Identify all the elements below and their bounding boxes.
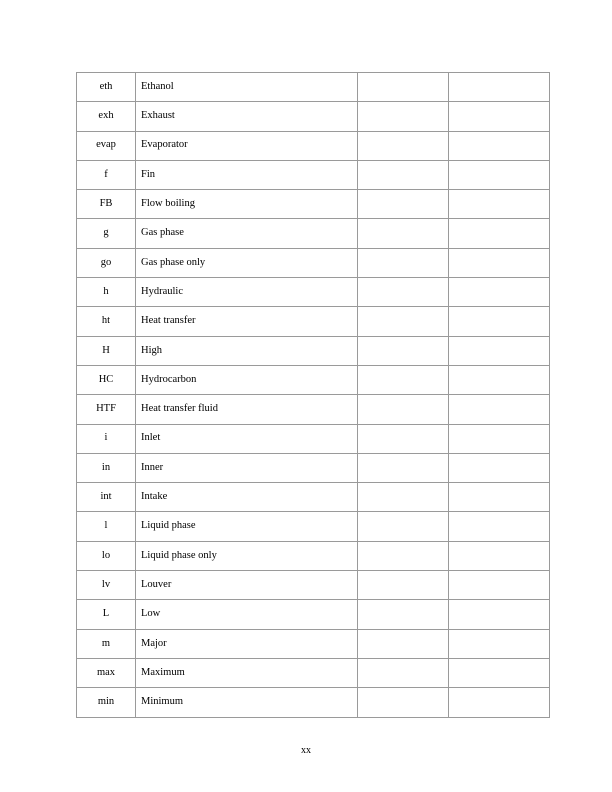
table-row xyxy=(77,453,550,482)
empty-cell xyxy=(358,190,449,219)
empty-cell xyxy=(358,658,449,687)
empty-cell xyxy=(358,424,449,453)
empty-cell xyxy=(449,688,550,717)
subscript-symbol-cell: evap xyxy=(77,131,136,160)
empty-cell xyxy=(358,278,449,307)
subscript-description-cell: Evaporator xyxy=(136,131,358,160)
empty-cell xyxy=(449,658,550,687)
table-row xyxy=(77,278,550,307)
subscript-description-cell: Major xyxy=(136,629,358,658)
empty-cell xyxy=(358,160,449,189)
subscript-symbol-cell: H xyxy=(77,336,136,365)
empty-cell xyxy=(449,248,550,277)
table-row xyxy=(77,102,550,131)
empty-cell xyxy=(358,512,449,541)
empty-cell xyxy=(358,307,449,336)
table-row xyxy=(77,512,550,541)
nomenclature-table-body xyxy=(77,73,550,718)
subscript-description-cell: Intake xyxy=(136,483,358,512)
empty-cell xyxy=(449,190,550,219)
subscript-description-cell: Heat transfer fluid xyxy=(136,395,358,424)
empty-cell xyxy=(358,600,449,629)
empty-cell xyxy=(449,541,550,570)
subscript-description-cell: Flow boiling xyxy=(136,190,358,219)
subscript-description-cell: Fin xyxy=(136,160,358,189)
subscript-description-cell: Minimum xyxy=(136,688,358,717)
table-row xyxy=(77,219,550,248)
subscript-symbol-cell: h xyxy=(77,278,136,307)
subscript-description-cell: Hydrocarbon xyxy=(136,365,358,394)
empty-cell xyxy=(358,73,449,102)
subscript-symbol-cell: lv xyxy=(77,571,136,600)
subscript-symbol-cell: int xyxy=(77,483,136,512)
table-row xyxy=(77,483,550,512)
empty-cell xyxy=(358,629,449,658)
empty-cell xyxy=(449,600,550,629)
empty-cell xyxy=(358,395,449,424)
table-row xyxy=(77,629,550,658)
subscript-description-cell: Gas phase xyxy=(136,219,358,248)
empty-cell xyxy=(449,160,550,189)
table-row xyxy=(77,541,550,570)
subscript-symbol-cell: HTF xyxy=(77,395,136,424)
table-row xyxy=(77,395,550,424)
subscript-description-cell: Gas phase only xyxy=(136,248,358,277)
nomenclature-table xyxy=(76,72,550,718)
empty-cell xyxy=(449,219,550,248)
empty-cell xyxy=(449,102,550,131)
table-row xyxy=(77,307,550,336)
table-row xyxy=(77,571,550,600)
empty-cell xyxy=(449,512,550,541)
table-row xyxy=(77,131,550,160)
table-row xyxy=(77,365,550,394)
empty-cell xyxy=(358,219,449,248)
empty-cell xyxy=(449,73,550,102)
empty-cell xyxy=(358,365,449,394)
subscript-symbol-cell: exh xyxy=(77,102,136,131)
subscript-symbol-cell: l xyxy=(77,512,136,541)
subscript-description-cell: Liquid phase xyxy=(136,512,358,541)
subscript-description-cell: Low xyxy=(136,600,358,629)
subscript-symbol-cell: L xyxy=(77,600,136,629)
subscript-description-cell: Exhaust xyxy=(136,102,358,131)
subscript-description-cell: Ethanol xyxy=(136,73,358,102)
subscript-symbol-cell: go xyxy=(77,248,136,277)
empty-cell xyxy=(358,541,449,570)
subscript-symbol-cell: in xyxy=(77,453,136,482)
subscript-symbol-cell: eth xyxy=(77,73,136,102)
empty-cell xyxy=(358,102,449,131)
subscript-description-cell: Louver xyxy=(136,571,358,600)
empty-cell xyxy=(358,571,449,600)
subscript-symbol-cell: g xyxy=(77,219,136,248)
table-row xyxy=(77,190,550,219)
subscript-symbol-cell: HC xyxy=(77,365,136,394)
empty-cell xyxy=(449,278,550,307)
subscript-symbol-cell: m xyxy=(77,629,136,658)
table-row xyxy=(77,73,550,102)
empty-cell xyxy=(358,688,449,717)
table-row xyxy=(77,600,550,629)
empty-cell xyxy=(449,453,550,482)
table-row xyxy=(77,336,550,365)
subscript-symbol-cell: FB xyxy=(77,190,136,219)
page-number: xx xyxy=(301,745,311,756)
subscript-description-cell: Heat transfer xyxy=(136,307,358,336)
empty-cell xyxy=(358,336,449,365)
empty-cell xyxy=(449,336,550,365)
subscript-symbol-cell: f xyxy=(77,160,136,189)
empty-cell xyxy=(358,483,449,512)
empty-cell xyxy=(449,483,550,512)
subscript-symbol-cell: min xyxy=(77,688,136,717)
subscript-description-cell: Liquid phase only xyxy=(136,541,358,570)
table-row xyxy=(77,658,550,687)
empty-cell xyxy=(449,131,550,160)
subscript-symbol-cell: lo xyxy=(77,541,136,570)
subscript-description-cell: High xyxy=(136,336,358,365)
empty-cell xyxy=(449,365,550,394)
subscript-description-cell: Hydraulic xyxy=(136,278,358,307)
subscript-description-cell: Maximum xyxy=(136,658,358,687)
empty-cell xyxy=(449,395,550,424)
empty-cell xyxy=(449,629,550,658)
empty-cell xyxy=(449,571,550,600)
empty-cell xyxy=(358,248,449,277)
table-row xyxy=(77,160,550,189)
table-row xyxy=(77,688,550,717)
empty-cell xyxy=(449,424,550,453)
subscript-symbol-cell: i xyxy=(77,424,136,453)
subscript-description-cell: Inner xyxy=(136,453,358,482)
empty-cell xyxy=(358,131,449,160)
empty-cell xyxy=(358,453,449,482)
table-row xyxy=(77,424,550,453)
subscript-symbol-cell: max xyxy=(77,658,136,687)
table-row xyxy=(77,248,550,277)
subscript-symbol-cell: ht xyxy=(77,307,136,336)
subscript-description-cell: Inlet xyxy=(136,424,358,453)
empty-cell xyxy=(449,307,550,336)
